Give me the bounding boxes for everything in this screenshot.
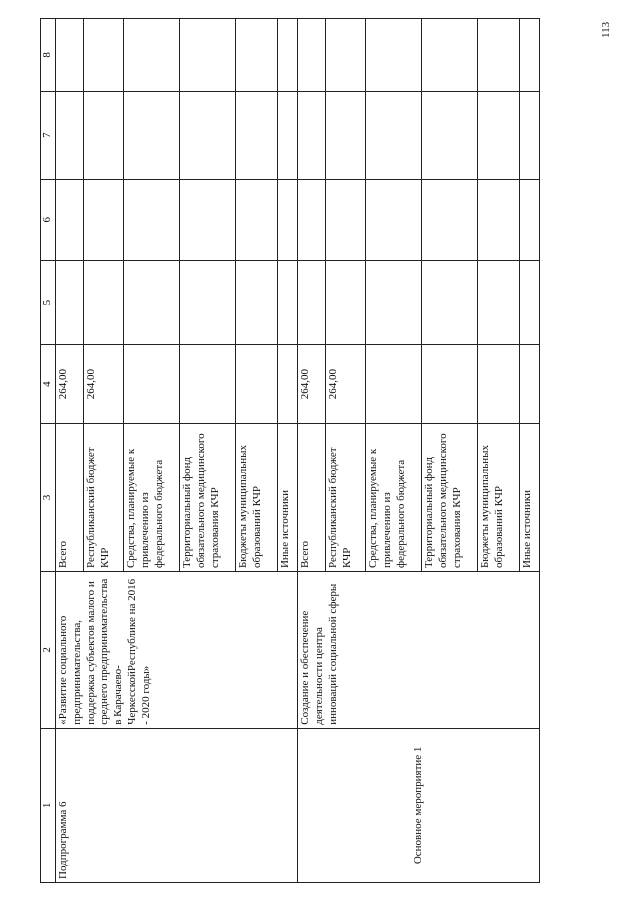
- amount-cell: [520, 345, 540, 424]
- column-number-row: [41, 19, 56, 883]
- amount-cell: [124, 345, 180, 424]
- empty-cell: [520, 91, 540, 179]
- amount-cell: [478, 345, 520, 424]
- empty-cell: [366, 261, 422, 345]
- empty-cell: [180, 19, 236, 92]
- empty-cell: [124, 19, 180, 92]
- empty-cell: [124, 261, 180, 345]
- funding-source: Всего: [56, 424, 84, 572]
- block-label: Подпрограмма 6: [56, 728, 298, 882]
- empty-cell: [84, 19, 124, 92]
- empty-cell: [366, 91, 422, 179]
- empty-cell: [298, 19, 326, 92]
- funding-source: Бюджеты муниципальных образований КЧР: [478, 424, 520, 572]
- empty-cell: [478, 179, 520, 261]
- block-label: Основное мероприятие 1: [298, 728, 540, 882]
- rotated-table: [40, 18, 610, 883]
- amount-cell: [422, 345, 478, 424]
- amount-cell: [236, 345, 278, 424]
- col-number: 6: [41, 179, 56, 261]
- col-number: 7: [41, 91, 56, 179]
- empty-cell: [236, 19, 278, 92]
- col-number: 3: [41, 424, 56, 572]
- empty-cell: [366, 179, 422, 261]
- empty-cell: [326, 179, 366, 261]
- empty-cell: [84, 179, 124, 261]
- budget-table: [40, 18, 540, 883]
- empty-cell: [298, 261, 326, 345]
- col-number: 4: [41, 345, 56, 424]
- empty-cell: [278, 179, 298, 261]
- table-body: [56, 19, 540, 883]
- amount-cell: 264,00: [298, 345, 326, 424]
- empty-cell: [478, 261, 520, 345]
- funding-source: Иные источники: [520, 424, 540, 572]
- funding-source: Бюджеты муниципальных образований КЧР: [236, 424, 278, 572]
- page-number: 113: [600, 21, 612, 39]
- empty-cell: [56, 261, 84, 345]
- funding-source: Территориальный фонд обязательного медицинского страхования КЧР: [422, 424, 478, 572]
- col-number: 1: [41, 728, 56, 882]
- empty-cell: [180, 261, 236, 345]
- empty-cell: [236, 261, 278, 345]
- empty-cell: [366, 19, 422, 92]
- funding-source: Всего: [298, 424, 326, 572]
- empty-cell: [180, 179, 236, 261]
- block-name: Создание и обеспечение деятельности центра инноваций социальной сферы: [298, 572, 540, 729]
- empty-cell: [520, 261, 540, 345]
- empty-cell: [520, 179, 540, 261]
- empty-cell: [236, 179, 278, 261]
- empty-cell: [56, 179, 84, 261]
- funding-source: Иные источники: [278, 424, 298, 572]
- empty-cell: [520, 19, 540, 92]
- empty-cell: [56, 19, 84, 92]
- funding-source: Республиканский бюджет КЧР: [326, 424, 366, 572]
- funding-source: Средства, планируемые к привлечению из федерального бюджета: [366, 424, 422, 572]
- amount-cell: 264,00: [84, 345, 124, 424]
- empty-cell: [124, 179, 180, 261]
- col-number: 2: [41, 572, 56, 729]
- empty-cell: [478, 19, 520, 92]
- amount-cell: 264,00: [56, 345, 84, 424]
- empty-cell: [298, 179, 326, 261]
- empty-cell: [84, 261, 124, 345]
- empty-cell: [56, 91, 84, 179]
- amount-cell: [366, 345, 422, 424]
- empty-cell: [422, 91, 478, 179]
- col-number: 8: [41, 19, 56, 92]
- empty-cell: [84, 91, 124, 179]
- empty-cell: [236, 91, 278, 179]
- funding-source: Средства, планируемые к привлечению из федерального бюджета: [124, 424, 180, 572]
- amount-cell: [180, 345, 236, 424]
- empty-cell: [278, 91, 298, 179]
- empty-cell: [478, 91, 520, 179]
- funding-source: Территориальный фонд обязательного медицинского страхования КЧР: [180, 424, 236, 572]
- empty-cell: [326, 261, 366, 345]
- amount-cell: [278, 345, 298, 424]
- amount-cell: 264,00: [326, 345, 366, 424]
- empty-cell: [326, 91, 366, 179]
- rotated-table-wrapper: [40, 18, 640, 879]
- empty-cell: [124, 91, 180, 179]
- empty-cell: [422, 261, 478, 345]
- empty-cell: [180, 91, 236, 179]
- block-name: «Развитие социального предпринимательства, поддержка субъектов малого и среднего предпринимательства в Карачаево-ЧеркесскойРеспублике на 2016 - 2020 годы»: [56, 572, 298, 729]
- table-row: [298, 19, 326, 883]
- empty-cell: [326, 19, 366, 92]
- table-row: [56, 19, 84, 883]
- empty-cell: [278, 261, 298, 345]
- funding-source: Республиканский бюджет КЧР: [84, 424, 124, 572]
- empty-cell: [422, 19, 478, 92]
- empty-cell: [298, 91, 326, 179]
- col-number: 5: [41, 261, 56, 345]
- empty-cell: [422, 179, 478, 261]
- empty-cell: [278, 19, 298, 92]
